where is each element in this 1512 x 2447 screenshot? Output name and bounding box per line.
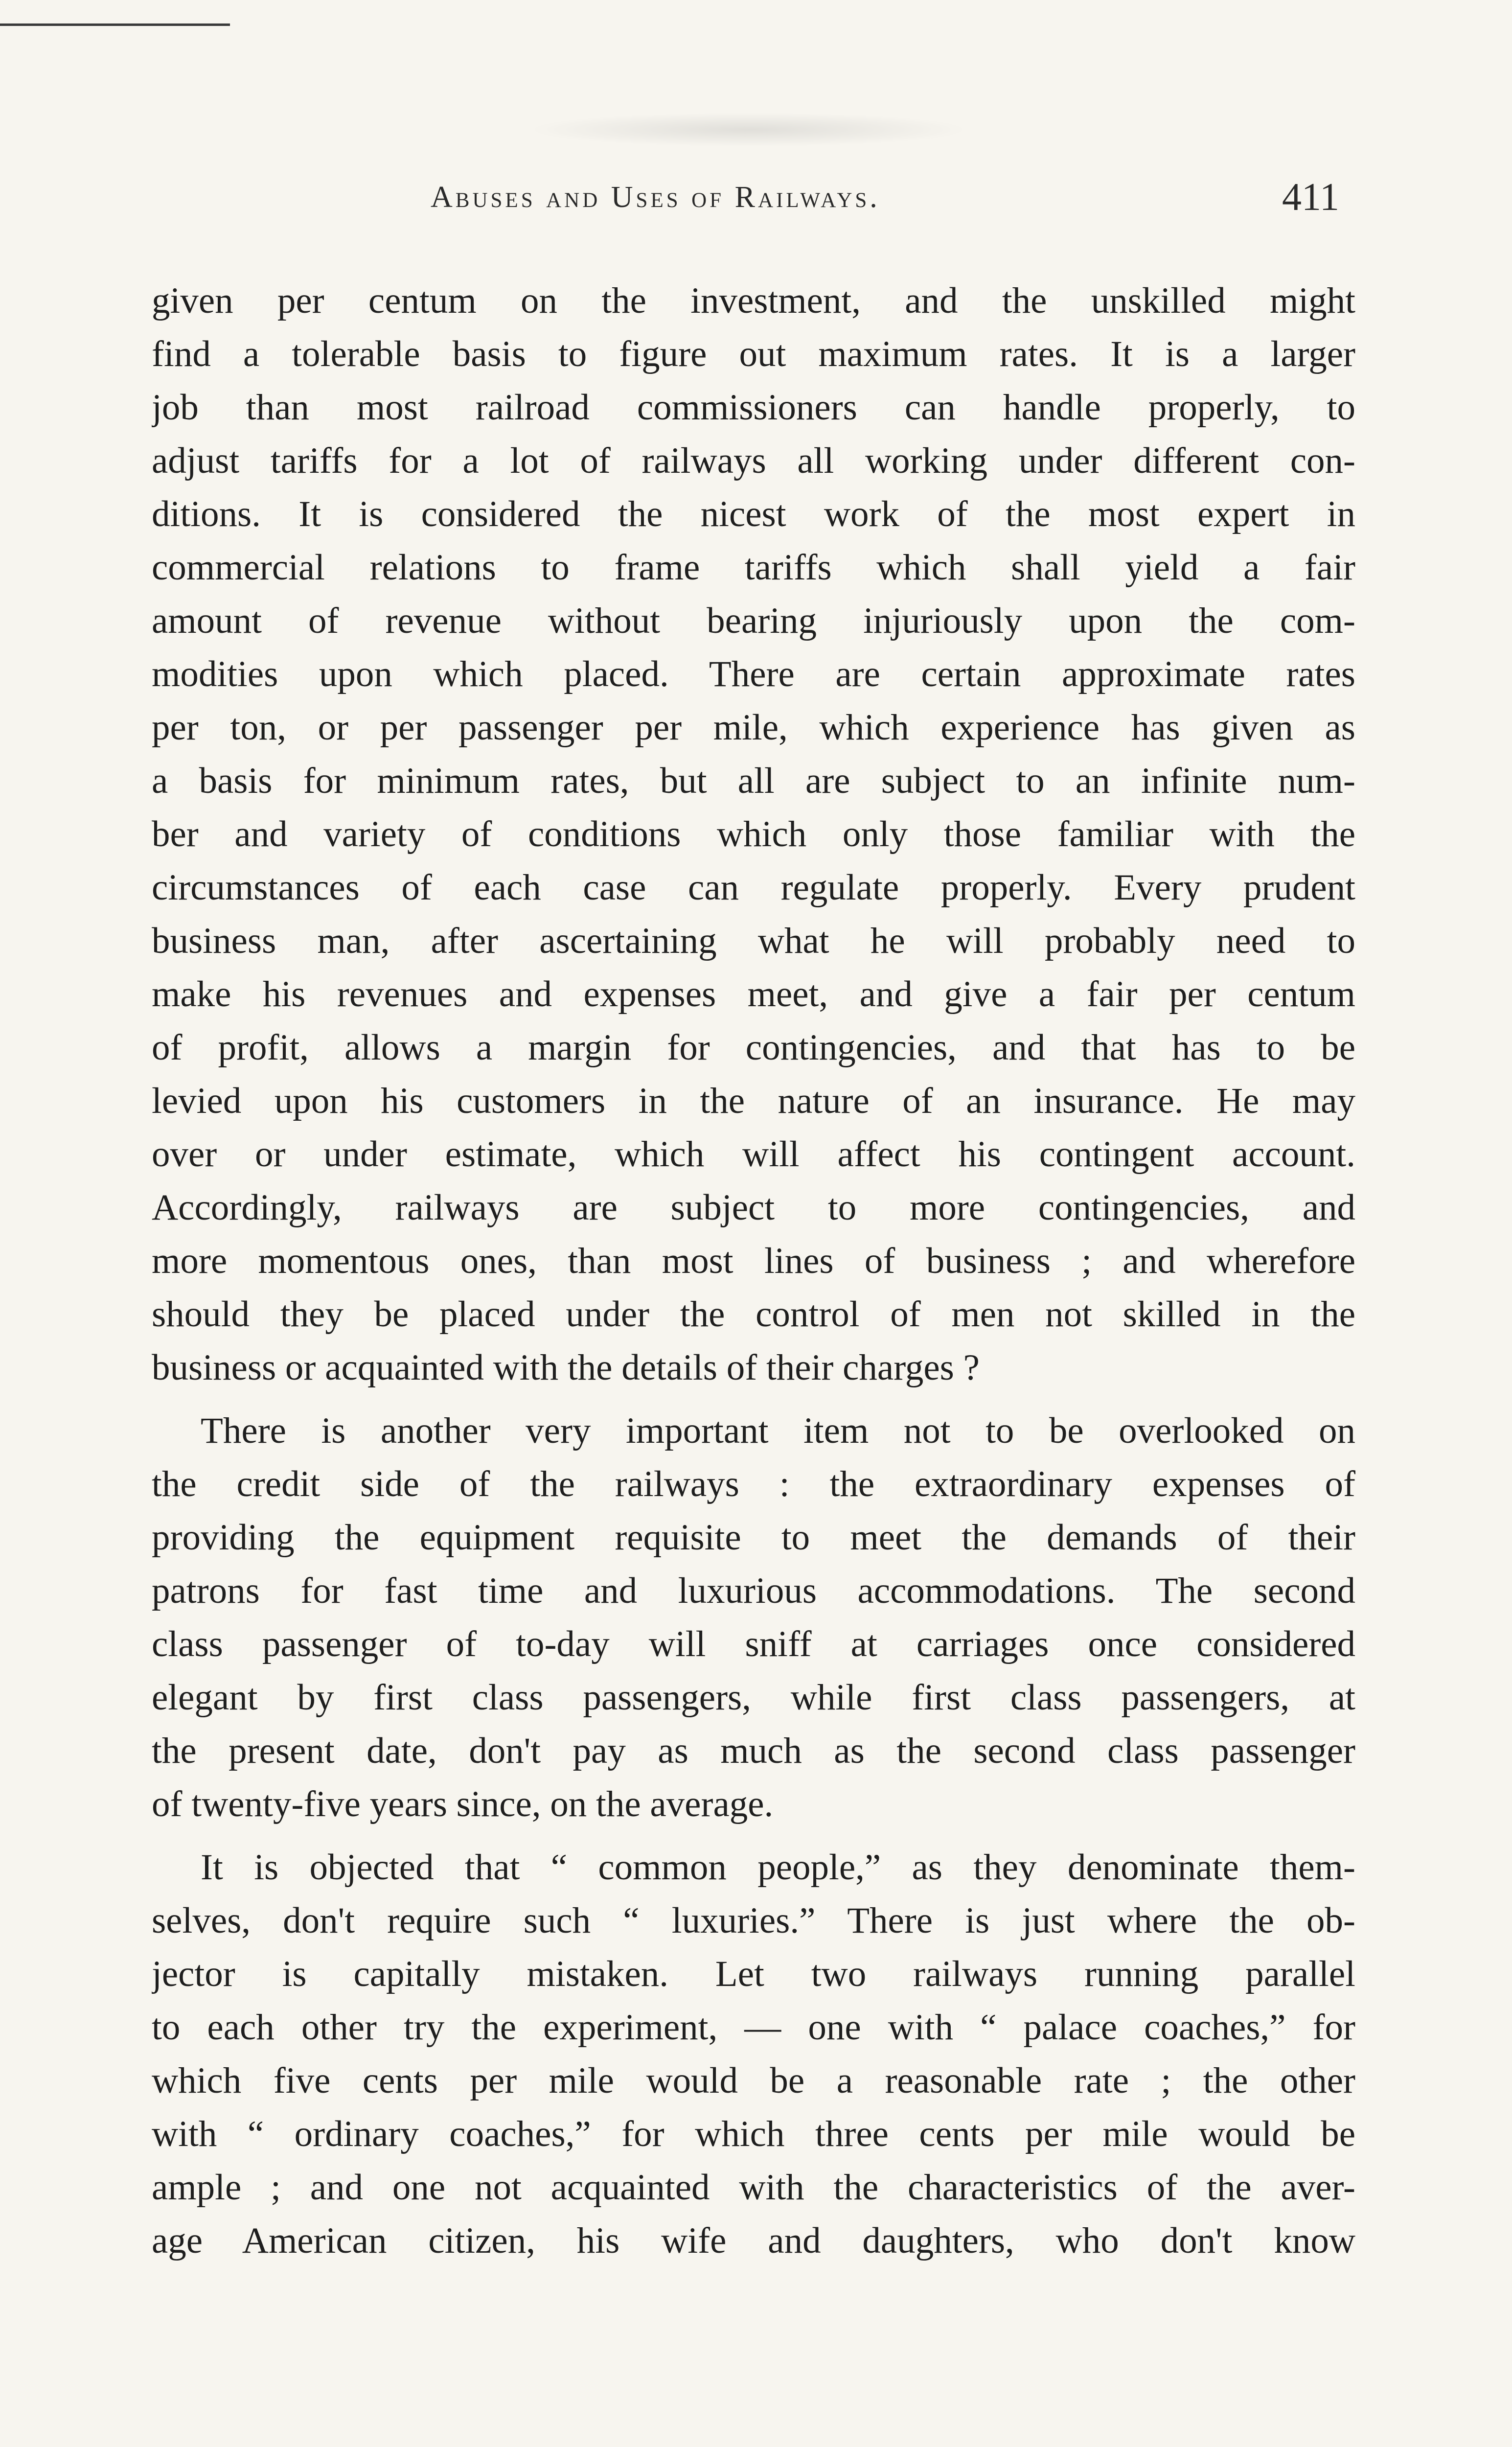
text-line: It is objected that “ common people,” as they denominate them- (201, 1847, 1355, 1888)
text-line: jector is capitally mistaken. Let two railways running parallel (152, 1954, 1355, 1994)
text-line: should they be placed under the control of men not skilled in the (152, 1294, 1355, 1335)
text-line: given per centum on the investment, and the unskilled might (152, 280, 1355, 321)
text-line: levied upon his customers in the nature of an insurance. He may (152, 1081, 1355, 1121)
top-rule (0, 23, 230, 26)
text-line: Accordingly, railways are subject to more contingencies, and (152, 1187, 1355, 1228)
text-line: circumstances of each case can regulate properly. Every prudent (152, 867, 1355, 908)
text-line: adjust tariffs for a lot of railways all working under different con- (152, 440, 1355, 481)
text-line: which five cents per mile would be a reasonable rate ; the other (152, 2060, 1355, 2101)
text-line: with “ ordinary coaches,” for which three cents per mile would be (152, 2114, 1355, 2154)
body-text (152, 274, 1355, 2267)
text-line: business or acquainted with the details of their charges ? (152, 1347, 980, 1388)
text-line: more momentous ones, than most lines of business ; and wherefore (152, 1241, 1355, 1281)
text-line: ber and variety of conditions which only those familiar with the (152, 814, 1355, 854)
text-line: providing the equipment requisite to meet the demands of their (152, 1517, 1355, 1558)
text-line: the present date, don't pay as much as the second class passenger (152, 1731, 1355, 1771)
text-line: over or under estimate, which will affect his contingent account. (152, 1134, 1355, 1175)
text-line: ample ; and one not acquainted with the characteristics of the aver- (152, 2167, 1355, 2208)
text-line: of twenty-five years since, on the average. (152, 1784, 774, 1824)
running-head: Abuses and Uses of Railways. (431, 181, 880, 214)
page-number: 411 (1282, 176, 1340, 219)
text-line: job than most railroad commissioners can handle properly, to (152, 387, 1355, 428)
text-line: of profit, allows a margin for contingencies, and that has to be (152, 1027, 1355, 1068)
ink-bleed-smudge (528, 113, 969, 147)
paragraph-gap (152, 1394, 1355, 1404)
text-line: ditions. It is considered the nicest work of the most expert in (152, 494, 1355, 534)
text-line: There is another very important item not to be overlooked on (201, 1410, 1355, 1451)
text-line: business man, after ascertaining what he will probably need to (152, 921, 1355, 961)
text-line: modities upon which placed. There are certain approximate rates (152, 654, 1355, 694)
text-line: selves, don't require such “ luxuries.” There is just where the ob- (152, 1900, 1355, 1941)
text-line: make his revenues and expenses meet, and give a fair per centum (152, 974, 1355, 1015)
text-line: amount of revenue without bearing injuriously upon the com- (152, 600, 1355, 641)
text-line: class passenger of to-day will sniff at carriages once considered (152, 1624, 1355, 1664)
text-line: per ton, or per passenger per mile, which experience has given as (152, 707, 1355, 748)
text-line: a basis for minimum rates, but all are subject to an infinite num- (152, 761, 1355, 801)
text-line: patrons for fast time and luxurious accommodations. The second (152, 1570, 1355, 1611)
paragraph-gap (152, 1831, 1355, 1841)
text-line: elegant by first class passengers, while first class passengers, at (152, 1677, 1355, 1718)
text-line: find a tolerable basis to figure out maximum rates. It is a larger (152, 334, 1355, 374)
text-line: commercial relations to frame tariffs which shall yield a fair (152, 547, 1355, 588)
text-line: age American citizen, his wife and daughters, who don't know (152, 2220, 1355, 2261)
text-line: to each other try the experiment, — one with “ palace coaches,” for (152, 2007, 1355, 2048)
text-line: the credit side of the railways : the extraordinary expenses of (152, 1464, 1355, 1504)
